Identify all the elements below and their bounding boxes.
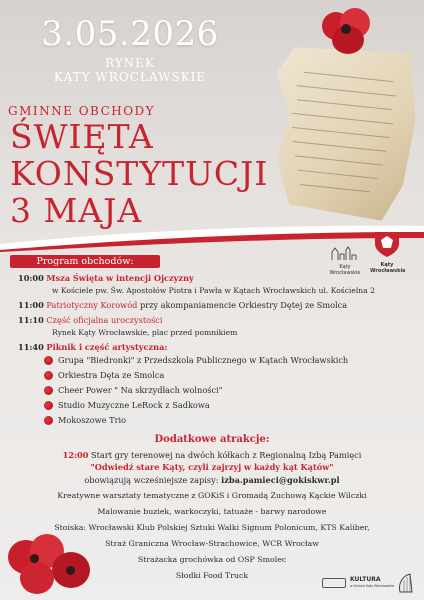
poppy-flower-icon bbox=[322, 8, 372, 56]
poppy-bullet-icon bbox=[44, 386, 53, 395]
list-item: Mokoszowe Trio bbox=[58, 415, 126, 426]
event-title-line1: ŚWIĘTA bbox=[10, 117, 154, 156]
poppy-cluster-icon bbox=[0, 530, 100, 600]
extra-line: Stoiska: Wrocławski Klub Polskiej Sztuki Walki Signum Polonicum, KTS Kaliber, bbox=[54, 523, 370, 532]
poppy-bullet-icon bbox=[44, 356, 53, 365]
program-item-mass-detail: w Kościele pw. Św. Apostołów Piotra i Pawła w Kątach Wrocławskich ul. Kościelna 2 bbox=[52, 286, 375, 295]
extra-game-quote: "Odwiedź stare Kąty, czyli zajrzyj w każdy kąt Kątów" bbox=[90, 462, 334, 472]
crest-icon bbox=[370, 230, 404, 258]
program-item-official: 11:10 Część oficjalna uroczystości bbox=[18, 315, 163, 325]
municipality-logo-text: Kąty Wrocławskie bbox=[329, 264, 361, 276]
extra-line: Strażacka grochówka od OSP Smolec bbox=[137, 555, 287, 564]
extra-signup-line: obowiązują wcześniejsze zapisy: izba.pamieci@gokiskwr.pl bbox=[84, 475, 340, 485]
poppy-bullet-icon bbox=[44, 416, 53, 425]
signup-email-link[interactable]: izba.pamieci@gokiskwr.pl bbox=[221, 475, 340, 485]
coat-of-arms bbox=[370, 230, 406, 274]
program-item-picnic: 11:40 Piknik i część artystyczna: bbox=[18, 342, 168, 352]
program-item-mass: 10:00 Msza Święta w intencji Ojczyzny bbox=[18, 273, 194, 283]
extra-game-line: 12:00 Start gry terenowej na dwóch kółkach z Regionalną Izbą Pamięci bbox=[62, 450, 362, 460]
program-heading: Program obchodów: bbox=[36, 256, 134, 267]
extra-line: Kreatywne warsztaty tematyczne z GOKiS i Gromadą Zuchową Kąckie Wilczki bbox=[57, 491, 367, 500]
extra-heading: Dodatkowe atrakcje: bbox=[154, 434, 270, 445]
extra-line: Malowanie buziek, warkoczyki, tatuaże - barwy narodowe bbox=[97, 507, 327, 516]
event-subtitle: GMINNE OBCHODY bbox=[8, 104, 156, 118]
poppy-bullet-icon bbox=[44, 371, 53, 380]
town-silhouette-icon bbox=[328, 246, 362, 260]
handwritten-document-image bbox=[260, 39, 423, 223]
event-title-line2: KONSTYTUCJI bbox=[10, 154, 269, 193]
list-item: Grupa "Biedronki" z Przedszkola Publicznego w Kątach Wrocławskich bbox=[58, 355, 348, 366]
kultura-logo: KULTURA bbox=[350, 576, 381, 583]
extra-line: Straż Graniczna Wrocław-Strachowice, WCR Wrocław bbox=[105, 539, 319, 548]
kultura-logo-sub: w Gminie Kąty Wrocławskie bbox=[350, 584, 394, 588]
extra-line: Słodki Food Truck bbox=[175, 571, 249, 580]
harp-icon bbox=[396, 572, 416, 594]
crest-label: Kąty Wrocławskie bbox=[370, 262, 406, 274]
list-item: Orkiestra Dęta ze Smolca bbox=[58, 370, 164, 381]
list-item: Studio Muzyczne LeRock z Sadkowa bbox=[58, 400, 210, 411]
poppy-bullet-icon bbox=[44, 401, 53, 410]
program-item-parade: 11:00 Patriotyczny Korowód przy akompaniamencie Orkiestry Dętej ze Smolca bbox=[18, 300, 348, 310]
event-title-line3: 3 MAJA bbox=[10, 191, 143, 230]
list-item: Cheer Power " Na skrzydłach wolności" bbox=[58, 385, 222, 396]
event-place-line1: RYNEK bbox=[105, 56, 155, 70]
program-item-official-detail: Rynek Kąty Wrocławskie, plac przed pomnikiem bbox=[52, 328, 238, 337]
event-place-line2: KĄTY WROCŁAWSKIE bbox=[53, 70, 207, 84]
footer-logos bbox=[322, 572, 420, 594]
municipality-logo bbox=[328, 245, 362, 276]
gokis-logo-icon bbox=[322, 578, 346, 588]
program-heading-banner bbox=[10, 255, 160, 268]
event-date: 3.05.2026 bbox=[41, 14, 219, 54]
